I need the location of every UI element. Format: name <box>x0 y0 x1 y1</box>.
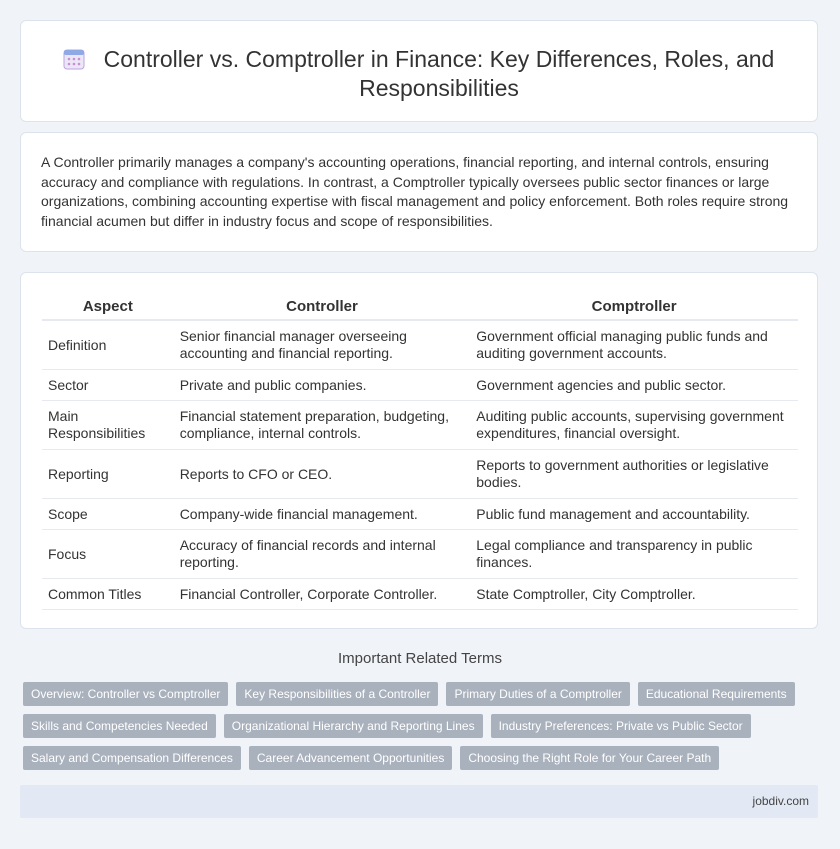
page-title: Controller vs. Comptroller in Finance: Key Differences, Roles, and Responsibilities <box>103 46 775 101</box>
cell-comptroller: Government official managing public funds and auditing government accounts. <box>470 320 798 370</box>
related-term-tag[interactable]: Primary Duties of a Comptroller <box>446 682 629 706</box>
footer <box>20 785 818 818</box>
table-row <box>42 401 798 450</box>
table-row <box>42 579 798 610</box>
intro-card <box>20 132 818 252</box>
cell-aspect: Main Responsibilities <box>42 401 174 450</box>
header-comptroller: Comptroller <box>470 293 798 320</box>
cell-comptroller: Auditing public accounts, supervising government expenditures, financial oversight. <box>470 401 798 450</box>
intro-paragraph: A Controller primarily manages a company's accounting operations, financial reporting, and internal controls, ensuring accuracy and compliance with regulations. In contrast, a Comptroller typically oversees public sector finances or large organizations, combining accounting expertise with fiscal management and policy enforcement. Both roles require strong financial acumen but differ in industry focus and scope of responsibilities. <box>41 154 789 229</box>
table-row <box>42 320 798 370</box>
cell-comptroller: Legal compliance and transparency in public finances. <box>470 530 798 579</box>
related-terms-list <box>23 682 813 770</box>
cell-controller: Senior financial manager overseeing accounting and financial reporting. <box>174 320 471 370</box>
related-term-tag[interactable]: Choosing the Right Role for Your Career Path <box>460 746 719 770</box>
header-controller: Controller <box>174 293 471 320</box>
cell-aspect: Common Titles <box>42 579 174 610</box>
cell-aspect: Sector <box>42 370 174 401</box>
related-term-tag[interactable]: Educational Requirements <box>638 682 795 706</box>
cell-controller: Accuracy of financial records and internal reporting. <box>174 530 471 579</box>
table-header-row <box>42 293 798 320</box>
related-term-tag[interactable]: Salary and Compensation Differences <box>23 746 241 770</box>
table-row <box>42 370 798 401</box>
related-term-tag[interactable]: Skills and Competencies Needed <box>23 714 216 738</box>
cell-comptroller: State Comptroller, City Comptroller. <box>470 579 798 610</box>
table-row <box>42 530 798 579</box>
header-aspect: Aspect <box>42 293 174 320</box>
related-terms-heading: Important Related Terms <box>338 650 502 667</box>
related-term-tag[interactable]: Industry Preferences: Private vs Public Sector <box>491 714 751 738</box>
comparison-table <box>42 293 798 610</box>
table-row <box>42 499 798 530</box>
cell-comptroller: Reports to government authorities or legislative bodies. <box>470 450 798 499</box>
related-term-tag[interactable]: Organizational Hierarchy and Reporting Lines <box>224 714 483 738</box>
cell-controller: Financial statement preparation, budgeting, compliance, internal controls. <box>174 401 471 450</box>
related-term-tag[interactable]: Key Responsibilities of a Controller <box>236 682 438 706</box>
cell-aspect: Focus <box>42 530 174 579</box>
title-card <box>20 20 818 122</box>
cell-comptroller: Public fund management and accountability. <box>470 499 798 530</box>
cell-controller: Financial Controller, Corporate Controller. <box>174 579 471 610</box>
cell-controller: Company-wide financial management. <box>174 499 471 530</box>
cell-aspect: Scope <box>42 499 174 530</box>
table-row <box>42 450 798 499</box>
cell-aspect: Definition <box>42 320 174 370</box>
cell-controller: Reports to CFO or CEO. <box>174 450 471 499</box>
related-term-tag[interactable]: Overview: Controller vs Comptroller <box>23 682 228 706</box>
cell-comptroller: Government agencies and public sector. <box>470 370 798 401</box>
cell-controller: Private and public companies. <box>174 370 471 401</box>
comparison-card <box>20 272 818 629</box>
cell-aspect: Reporting <box>42 450 174 499</box>
calendar-icon <box>61 46 87 72</box>
related-term-tag[interactable]: Career Advancement Opportunities <box>249 746 452 770</box>
footer-site-link[interactable]: jobdiv.com <box>752 794 809 808</box>
